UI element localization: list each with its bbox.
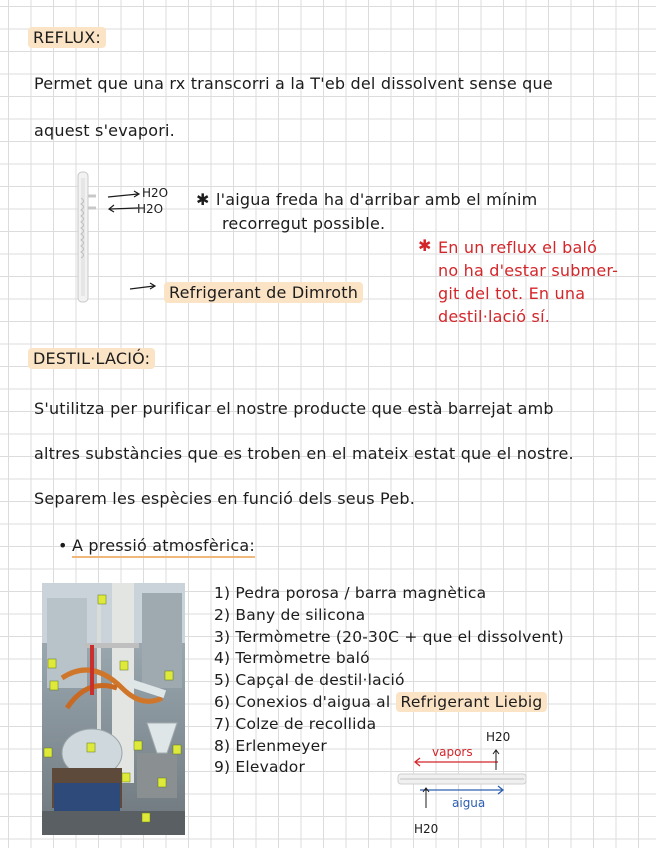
- list-item: 3) Termòmetre (20-30C + que el dissolvent): [214, 627, 564, 646]
- h2o-in-bottom-label: H20: [414, 822, 439, 836]
- distillation-setup-photo: [42, 583, 185, 835]
- liebig-label: Refrigerant Liebig: [396, 692, 548, 712]
- h2o-out-label: H2O: [137, 202, 164, 216]
- list-item: 1) Pedra porosa / barra magnètica: [214, 584, 487, 602]
- destil-heading: DESTIL·LACIÓ:: [28, 349, 155, 368]
- list-item: 6) Conexios d'aigua al Refrigerant Liebig: [214, 692, 564, 714]
- reflux-paragraph-line-1: Permet que una rx transcorri a la T'eb del dissolvent sense que: [34, 74, 553, 93]
- bullet-dot: •: [58, 536, 68, 555]
- cold-water-note-line-2: recorregut possible.: [222, 214, 386, 233]
- red-star-icon: ✱: [418, 236, 432, 255]
- note-star-icon: ✱: [196, 190, 210, 209]
- cold-water-note-line-1: l'aigua freda ha d'arribar amb el mínim: [216, 190, 538, 209]
- flask-note-line-2: no ha d'estar submer-: [438, 261, 619, 280]
- destil-paragraph-line-1: S'utilitza per purificar el nostre producte que està barrejat amb: [34, 399, 554, 418]
- list-item: 5) Capçal de destil·lació: [214, 671, 405, 690]
- list-item: 9) Elevador: [214, 758, 306, 777]
- reflux-heading: REFLUX:: [28, 28, 106, 47]
- list-item: 4) Termòmetre baló: [214, 649, 370, 668]
- flask-note-line-3: git del tot. En una: [438, 284, 586, 303]
- flask-note-line-1: En un reflux el baló: [438, 238, 598, 257]
- destil-paragraph-line-3: Separem les espècies en funció dels seus Peb.: [34, 489, 415, 508]
- reflux-flask-note: [438, 236, 618, 328]
- vapors-label: vapors: [432, 745, 473, 759]
- destil-paragraph-line-2: altres substàncies que es troben en el mateix estat que el nostre.: [34, 444, 574, 463]
- list-item: 7) Colze de recollida: [214, 714, 377, 733]
- atmospheric-pressure-bullet: A pressió atmosfèrica:: [72, 536, 255, 558]
- h2o-out-top-label: H20: [486, 730, 511, 744]
- h2o-in-label: H2O: [142, 186, 169, 200]
- list-item: 8) Erlenmeyer: [214, 736, 327, 755]
- flask-note-line-4: destil·lació sí.: [438, 307, 551, 326]
- dimroth-label: Refrigerant de Dimroth: [164, 283, 363, 302]
- list-item: 2) Bany de silicona: [214, 605, 366, 624]
- aigua-label: aigua: [452, 796, 486, 810]
- reflux-paragraph-line-2: aquest s'evapori.: [34, 121, 175, 140]
